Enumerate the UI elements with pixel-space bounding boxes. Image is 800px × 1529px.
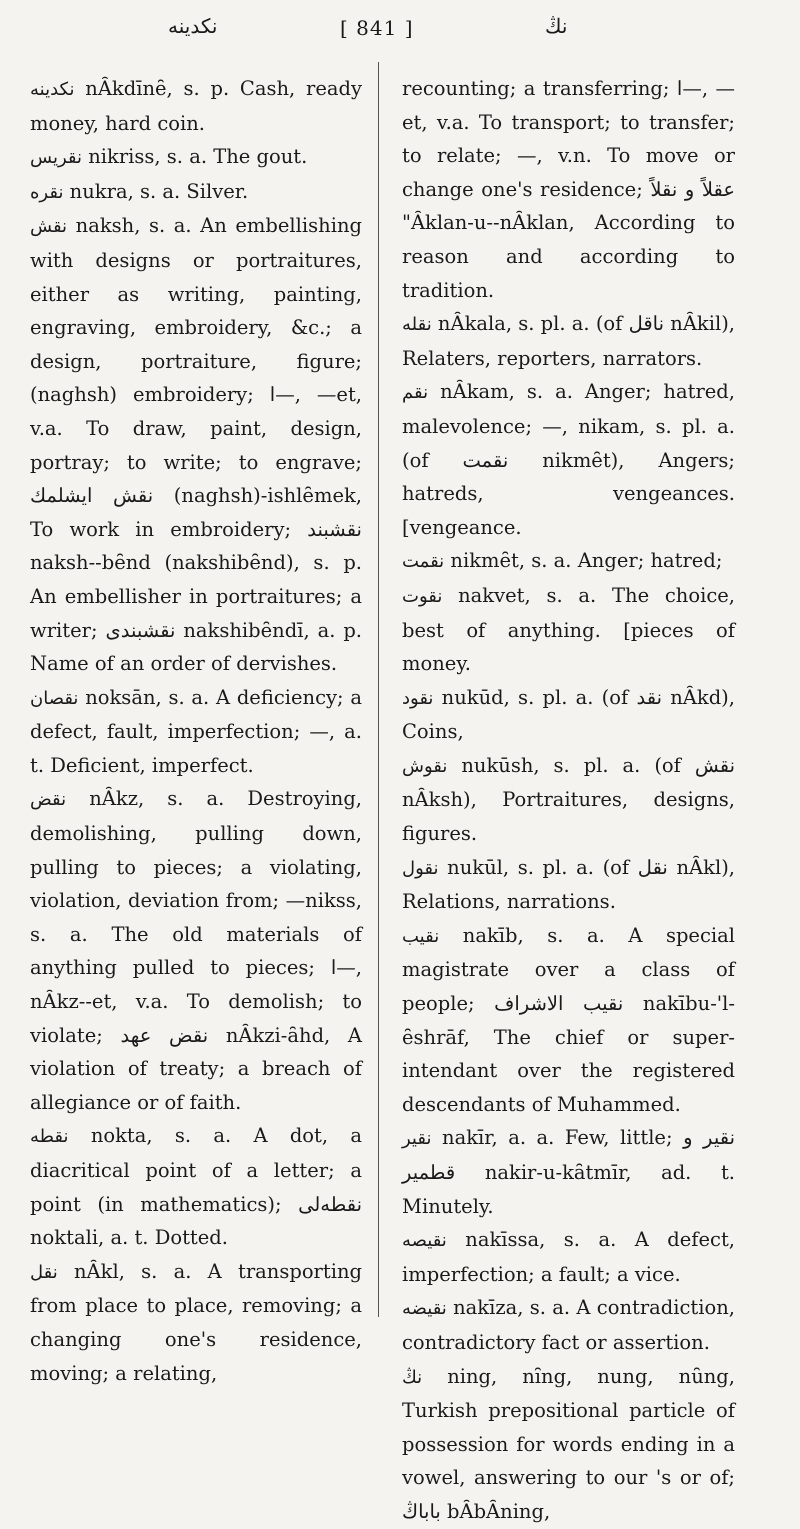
arabic-headword: نقش xyxy=(30,216,68,238)
entry-text: nȂkl, s. a. A transporting from place to place, removing; a changing one's residence, moving; a relating, xyxy=(30,1259,362,1385)
dictionary-entry xyxy=(402,919,735,1122)
left-column xyxy=(30,72,362,1390)
dictionary-entry xyxy=(402,749,735,851)
arabic-headword: نقره xyxy=(30,181,64,203)
dictionary-entry xyxy=(30,1119,362,1254)
entry-text: nakīza, s. a. A contradiction, contradictory fact or assertion. xyxy=(402,1296,735,1354)
dictionary-entry xyxy=(402,72,735,307)
column-divider xyxy=(378,62,379,1317)
arabic-headword: نقل xyxy=(30,1261,58,1283)
arabic-headword: نکدینه xyxy=(30,79,75,100)
entry-text: nakīb, s. a. A special magistrate over a class of people; نقیب الاشراف nakību-'l-ȇshrāf, The chief or super-intendant over the registered descendants of Muhammed. xyxy=(402,923,735,1116)
entry-text: nokta, s. a. A dot, a diacritical point of a letter; a point (in mathematics); نقطه‌لی noktali, a. t. Dotted. xyxy=(30,1124,362,1250)
dictionary-entry xyxy=(402,307,735,375)
entry-text: nukra, s. a. Silver. xyxy=(63,179,249,203)
dictionary-entry xyxy=(30,782,362,1119)
entry-text: recounting; a transferring; ا—, —et, v.a. To transport; to transfer; to relate; —, v.n. To move or change one's residence; عقلاً و نقلاً "Ȃklan-u--nȂklan, According to reason and according to tradition. xyxy=(402,77,735,302)
entry-text: nikmȇt, s. a. Anger; hatred; xyxy=(444,549,723,573)
dictionary-entry xyxy=(30,681,362,783)
entry-text: nukūl, s. pl. a. (of نقل nȂkl), Relations, narrations. xyxy=(402,855,735,914)
page-header xyxy=(0,14,800,44)
dictionary-entry xyxy=(30,209,362,680)
entry-text: nȂkdīnȇ, s. p. Cash, ready money, hard coin. xyxy=(30,77,362,135)
arabic-headword: نقیر xyxy=(402,1128,432,1150)
dictionary-entry xyxy=(402,579,735,681)
dictionary-entry xyxy=(402,544,735,579)
arabic-headword: نقود xyxy=(402,687,434,709)
entry-text: noksān, s. a. A deficiency; a defect, fault, imperfection; —, a. t. Deficient, imperfect. xyxy=(30,685,362,777)
entry-text: ning, nȋng, nung, nȗng, Turkish prepositional particle of possession for words ending in a vowel, answering to our 's or of; باباڭ bȂbȂning, xyxy=(402,1364,735,1523)
dictionary-entry xyxy=(402,851,735,919)
dictionary-entry xyxy=(402,1223,735,1291)
entry-text: nȂkz, s. a. Destroying, demolishing, pulling down, pulling to pieces; a violating, violation, deviation from; —nikss, s. a. The old materials of anything pulled to pieces; ا—, nȂkz--et, v.a. To demolish; to violate; نقض عهد nȂkzi-ȃhd, A violation of treaty; a breach of allegiance or of faith. xyxy=(30,787,362,1114)
arabic-headword: نقریس xyxy=(30,147,83,169)
entry-text: nakīr, a. a. Few, little; نقیر و قطمیر nakir-u-kȃtmīr, ad. t. Minutely. xyxy=(402,1126,735,1218)
header-catchword-right: نڭ xyxy=(545,14,568,38)
arabic-headword: نقیب xyxy=(402,925,440,947)
dictionary-entry xyxy=(402,1291,735,1359)
entry-text: nȂkala, s. pl. a. (of ناقل nȂkil), Relaters, reporters, narrators. xyxy=(402,312,735,370)
dictionary-entry xyxy=(30,72,362,140)
entry-text: naksh, s. a. An embellishing with designs or portraitures, either as writing, painting, engraving, embroidery, &c.; a design, portraiture, figure; (naghsh) embroidery; ا—, —et, v.a. To draw, paint, design, portray; to write; to engrave; نقش ایشلمك (naghsh)-ishlȇmek, To work in embroidery; نقشبند naksh--bȇnd (nakshibȇnd), s. p. An embellisher in portraitures; a writer; نقشبندی nakshibȇndī, a. p. Name of an order of dervishes. xyxy=(30,214,363,676)
arabic-headword: نقطه xyxy=(30,1126,69,1148)
dictionary-entry xyxy=(30,140,362,175)
arabic-headword: نقوت xyxy=(402,585,443,607)
arabic-headword: نقوش xyxy=(402,755,448,777)
arabic-headword: نڭ xyxy=(402,1366,423,1388)
dictionary-entry xyxy=(402,375,735,544)
arabic-headword: نقله xyxy=(402,314,432,336)
dictionary-entry xyxy=(402,1360,735,1529)
page-number: [ 841 ] xyxy=(340,16,414,40)
entry-text: nakvet, s. a. The choice, best of anything. [pieces of money. xyxy=(402,583,735,676)
arabic-headword: نقول xyxy=(402,857,439,879)
arabic-headword: نقیصه xyxy=(402,1230,447,1252)
arabic-headword: نقم xyxy=(402,382,429,404)
arabic-headword: نقض xyxy=(30,789,67,811)
dictionary-entry xyxy=(402,681,735,749)
entry-text: nukūd, s. pl. a. (of نقد nȂkd), Coins, xyxy=(402,685,735,744)
entry-text: nukūsh, s. pl. a. (of نقش nȂksh), Portraitures, designs, figures. xyxy=(402,753,735,846)
header-catchword-left: نکدینه xyxy=(168,14,218,38)
arabic-headword: نقصان xyxy=(30,687,79,709)
entry-text: nȂkam, s. a. Anger; hatred, malevolence; —, nikam, s. pl. a. (of نقمت nikmȇt), Angers; hatreds, vengeances. [vengeance. xyxy=(402,380,736,539)
dictionary-entry xyxy=(30,1255,362,1390)
right-column xyxy=(402,72,735,1529)
entry-text: nikriss, s. a. The gout. xyxy=(82,145,308,169)
dictionary-entry xyxy=(402,1121,735,1223)
dictionary-entry xyxy=(30,175,362,210)
arabic-headword: نقیضه xyxy=(402,1298,447,1320)
entry-text: nakīssa, s. a. A defect, imperfection; a fault; a vice. xyxy=(402,1228,735,1286)
arabic-headword: نقمت xyxy=(402,551,445,573)
